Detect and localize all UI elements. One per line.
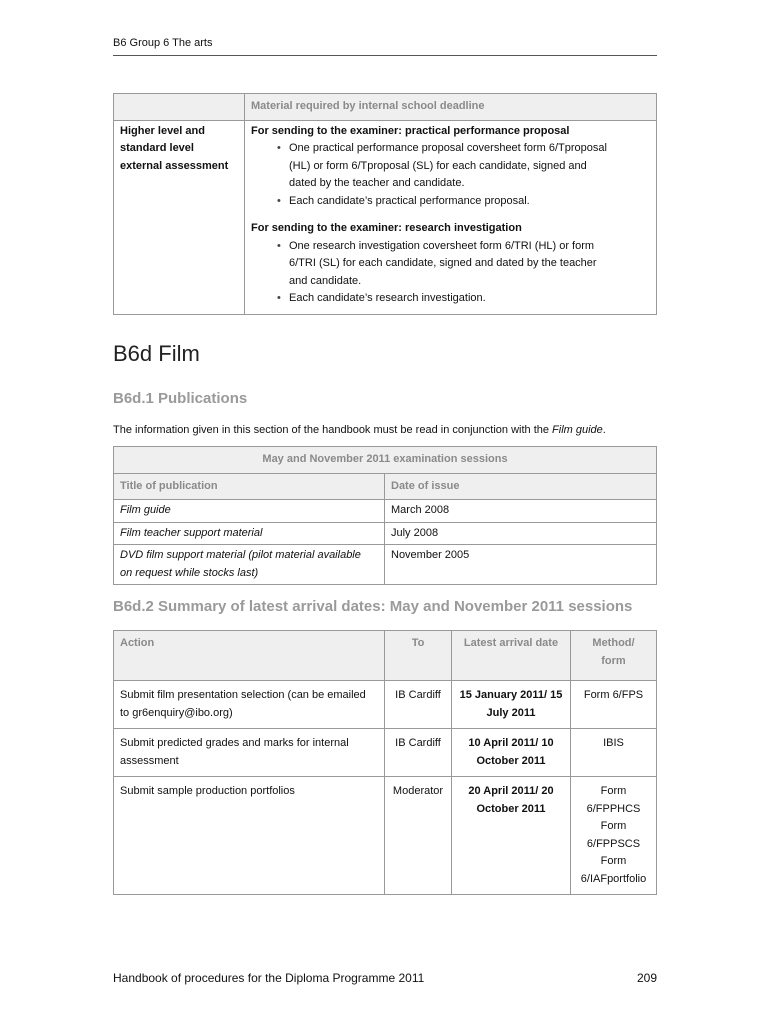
- date-line: 15 January 2011/ 15: [459, 689, 563, 701]
- row-label-line: Higher level and: [120, 124, 205, 137]
- footer-title: Handbook of procedures for the Diploma Programme 2011: [113, 971, 425, 985]
- date-line: 10 April 2011/ 10: [468, 737, 554, 749]
- section2-title: For sending to the examiner: research investigation: [251, 222, 522, 234]
- item-line: • Each candidate’s research investigation.: [289, 292, 486, 304]
- method-line: Form: [600, 785, 627, 797]
- section1-title: For sending to the examiner: practical performance proposal: [251, 124, 570, 137]
- para-text: The information given in this section of the handbook must be read in conjunction with the: [113, 424, 553, 436]
- to-cell: IB Cardiff: [385, 681, 452, 729]
- intro-paragraph: [113, 424, 606, 436]
- method-cell: [571, 729, 657, 777]
- table-row: [114, 777, 657, 895]
- date-line: 20 April 2011/ 20: [468, 785, 554, 797]
- action-cell: [114, 681, 385, 729]
- action-line: assessment: [120, 754, 179, 767]
- method-cell: [571, 681, 657, 729]
- publication-title: DVD film support material (pilot material available: [120, 549, 361, 561]
- list-item: [289, 290, 650, 308]
- to-cell: IB Cardiff: [385, 729, 452, 777]
- item-line: • One practical performance proposal coversheet form 6/Tproposal: [289, 142, 607, 154]
- method-header-line: form: [601, 654, 626, 667]
- col-to-header: To: [385, 631, 452, 681]
- page-number: 209: [636, 971, 657, 985]
- assessment-requirements-table: [113, 93, 657, 315]
- film-guide-reference: Film guide: [552, 424, 603, 436]
- publication-date: November 2005: [385, 545, 657, 585]
- method-line: Form 6/FPS: [583, 689, 644, 701]
- item-line: and candidate.: [289, 274, 362, 287]
- table1-row-label: [114, 120, 245, 314]
- item-line: dated by the teacher and candidate.: [289, 177, 465, 189]
- table-row: [114, 500, 657, 523]
- col-title-header: Title of publication: [114, 473, 385, 500]
- publication-title: Film teacher support material: [120, 526, 263, 539]
- method-line: Form: [600, 855, 627, 867]
- list-item: [289, 193, 650, 211]
- header-rule: [113, 55, 657, 56]
- method-cell: [571, 777, 657, 895]
- action-line: Submit predicted grades and marks for internal: [120, 737, 349, 749]
- col-date-header: Latest arrival date: [452, 631, 571, 681]
- method-header-line: Method/: [592, 637, 635, 649]
- method-line: IBIS: [603, 737, 624, 749]
- to-cell: Moderator: [385, 777, 452, 895]
- col-action-header: Action: [114, 631, 385, 681]
- method-line: 6/IAFportfolio: [580, 872, 647, 885]
- publications-caption: May and November 2011 examination sessions: [114, 447, 657, 474]
- publication-title: Film guide: [120, 504, 171, 516]
- table-row: [114, 729, 657, 777]
- table-row: [114, 522, 657, 545]
- section2-list: [251, 238, 650, 308]
- list-item: [289, 238, 650, 291]
- action-cell: [114, 729, 385, 777]
- date-line: October 2011: [476, 802, 546, 815]
- section-title: B6d Film: [113, 341, 200, 366]
- date-cell: [452, 729, 571, 777]
- item-line: (HL) or form 6/Tproposal (SL) for each candidate, signed and: [289, 159, 587, 172]
- method-line: 6/FPPSCS: [586, 837, 641, 850]
- arrival-dates-table: [113, 630, 657, 895]
- table1-content: [245, 120, 657, 314]
- date-cell: [452, 777, 571, 895]
- date-line: October 2011: [476, 754, 546, 767]
- method-line: 6/FPPHCS: [586, 802, 641, 815]
- list-item: [289, 140, 650, 193]
- item-line: • Each candidate’s practical performance proposal.: [289, 194, 530, 207]
- publication-date: March 2008: [385, 500, 657, 523]
- table1-header: Material required by internal school deadline: [245, 94, 657, 121]
- subsection-title-publications: B6d.1 Publications: [113, 390, 248, 407]
- row-label-line: external assessment: [120, 159, 229, 172]
- date-line: July 2011: [486, 706, 536, 719]
- publication-date: July 2008: [385, 522, 657, 545]
- publication-title: on request while stocks last): [120, 566, 259, 579]
- row-label-line: standard level: [120, 142, 194, 154]
- col-method-header: [571, 631, 657, 681]
- item-line: 6/TRI (SL) for each candidate, signed and dated by the teacher: [289, 257, 597, 269]
- table1-empty-header: [114, 94, 245, 121]
- running-header: B6 Group 6 The arts: [113, 37, 213, 49]
- action-line: Submit sample production portfolios: [120, 785, 295, 797]
- table-row: [114, 545, 657, 585]
- date-cell: [452, 681, 571, 729]
- action-cell: [114, 777, 385, 895]
- method-line: Form: [600, 820, 627, 832]
- action-line: to gr6enquiry@ibo.org): [120, 706, 233, 719]
- table-row: [114, 681, 657, 729]
- section1-list: [251, 140, 650, 210]
- col-date-header: Date of issue: [385, 473, 657, 500]
- action-line: Submit film presentation selection (can be emailed: [120, 689, 366, 701]
- subsection-title-arrival-dates: B6d.2 Summary of latest arrival dates: May and November 2011 sessions: [113, 598, 633, 615]
- publications-table: [113, 446, 657, 585]
- item-line: • One research investigation coversheet form 6/TRI (HL) or form: [289, 239, 595, 252]
- para-punct: .: [602, 424, 606, 436]
